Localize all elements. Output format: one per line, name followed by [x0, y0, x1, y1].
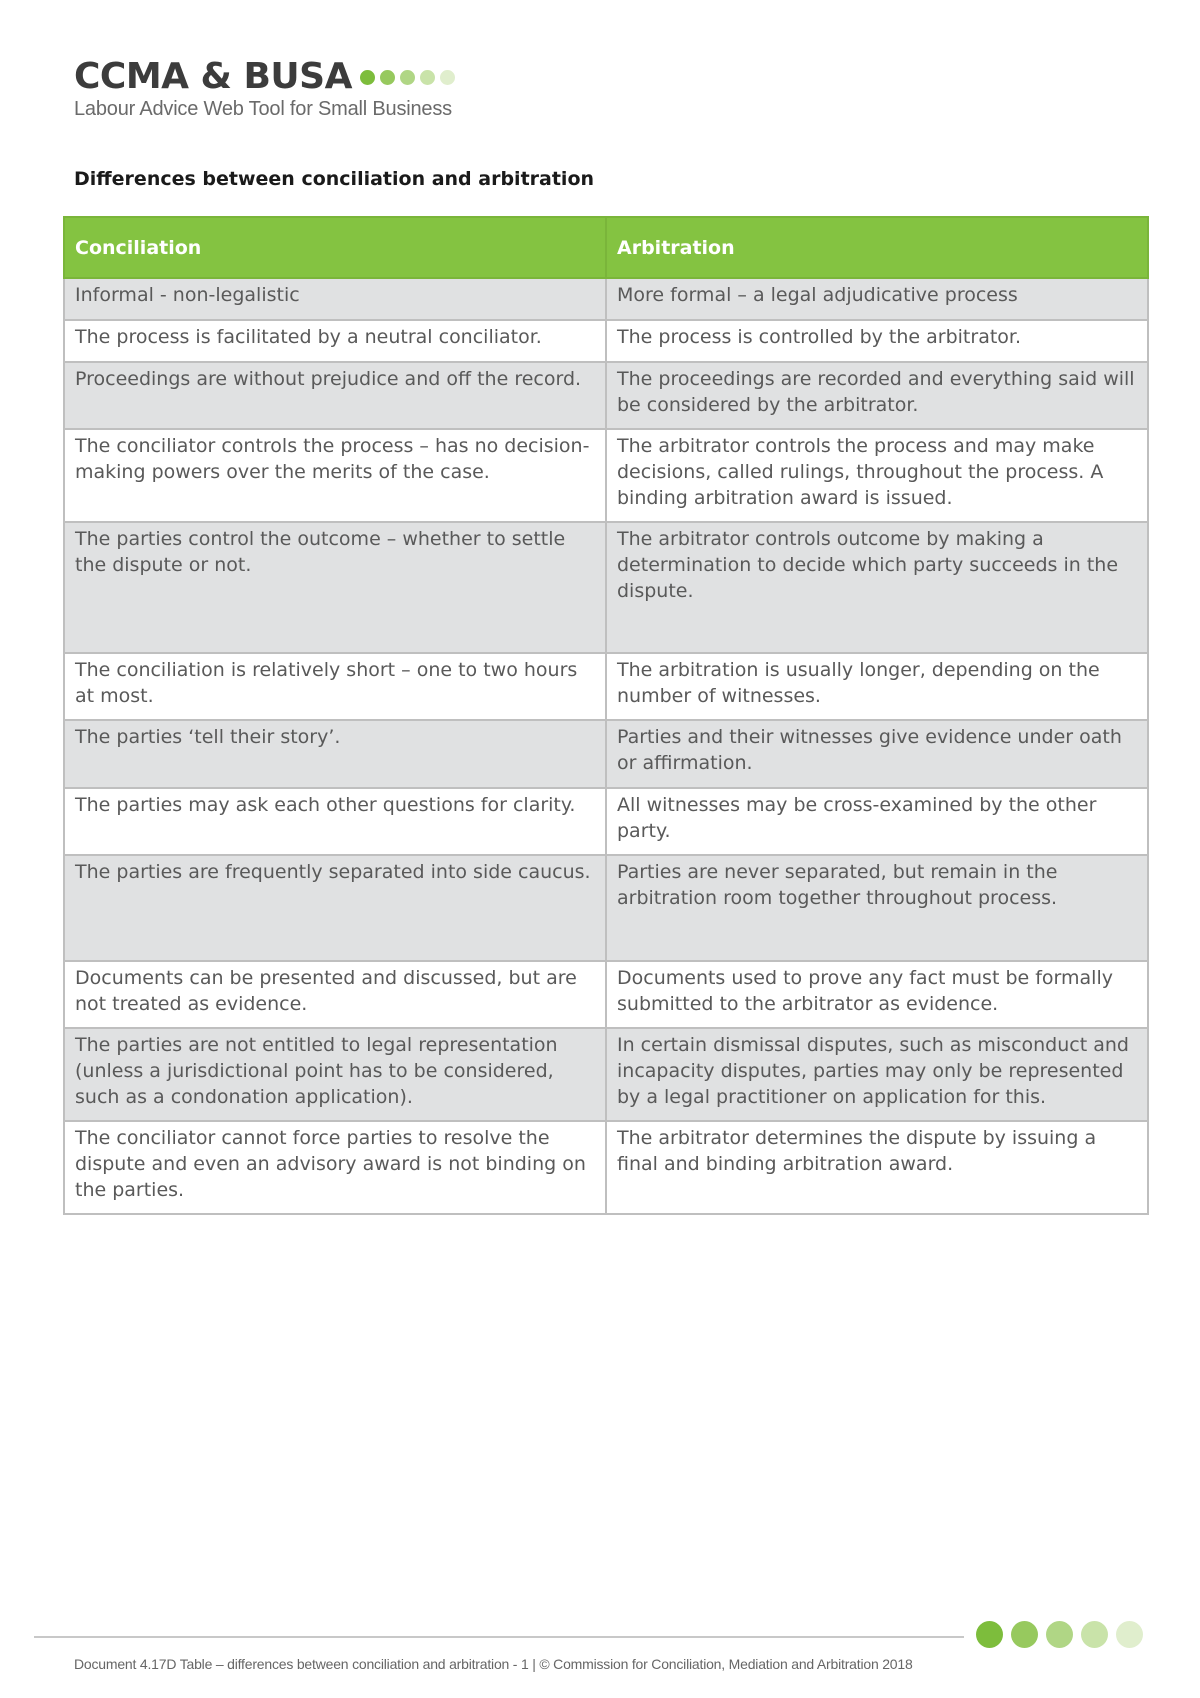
conciliation-cell: Informal - non-legalistic — [64, 278, 606, 320]
arbitration-cell: The process is controlled by the arbitrator. — [606, 320, 1148, 362]
footer-dots-icon — [976, 1621, 1143, 1648]
logo-title: CCMA & BUSA — [74, 56, 352, 97]
conciliation-cell: The parties are frequently separated into side caucus. — [64, 855, 606, 961]
logo-dots-icon — [360, 70, 455, 85]
arbitration-cell: Parties are never separated, but remain in the arbitration room together throughout process. — [606, 855, 1148, 961]
table-header-row — [64, 217, 1148, 278]
arbitration-cell: Parties and their witnesses give evidence under oath or affirmation. — [606, 720, 1148, 788]
footer-text: Document 4.17D Table – differences between conciliation and arbitration - 1 | © Commission for Conciliation, Mediation and Arbitration 2018 — [74, 1656, 913, 1672]
table-row — [64, 961, 1148, 1028]
conciliation-cell: The parties ‘tell their story’. — [64, 720, 606, 788]
conciliation-cell: The process is facilitated by a neutral conciliator. — [64, 320, 606, 362]
conciliation-cell: Proceedings are without prejudice and off the record. — [64, 362, 606, 429]
column-header-conciliation: Conciliation — [64, 217, 606, 278]
conciliation-cell: Documents can be presented and discussed, but are not treated as evidence. — [64, 961, 606, 1028]
footer-dot — [1116, 1621, 1143, 1648]
ccma-busa-logo — [74, 56, 455, 121]
arbitration-cell: More formal – a legal adjudicative process — [606, 278, 1148, 320]
arbitration-cell: The arbitrator determines the dispute by issuing a final and binding arbitration award. — [606, 1121, 1148, 1214]
arbitration-cell: The arbitrator controls outcome by making a determination to decide which party succeeds in the dispute. — [606, 522, 1148, 653]
table-row — [64, 788, 1148, 855]
footer-dot — [1081, 1621, 1108, 1648]
conciliation-cell: The conciliator cannot force parties to resolve the dispute and even an advisory award is not binding on the parties. — [64, 1121, 606, 1214]
document-heading: Differences between conciliation and arbitration — [74, 168, 595, 190]
column-header-arbitration: Arbitration — [606, 217, 1148, 278]
table-row — [64, 720, 1148, 788]
table-row — [64, 320, 1148, 362]
table-row — [64, 1028, 1148, 1121]
arbitration-cell: In certain dismissal disputes, such as misconduct and incapacity disputes, parties may only be represented by a legal practitioner on application for this. — [606, 1028, 1148, 1121]
conciliation-cell: The conciliation is relatively short – one to two hours at most. — [64, 653, 606, 720]
conciliation-cell: The parties control the outcome – whether to settle the dispute or not. — [64, 522, 606, 653]
conciliation-cell: The parties are not entitled to legal representation (unless a jurisdictional point has to be considered, such as a condonation application). — [64, 1028, 606, 1121]
table-row — [64, 653, 1148, 720]
logo-title-row — [74, 56, 455, 98]
table-row — [64, 429, 1148, 522]
arbitration-cell: The proceedings are recorded and everything said will be considered by the arbitrator. — [606, 362, 1148, 429]
table-row — [64, 278, 1148, 320]
logo-dot — [380, 70, 395, 85]
logo-dot — [400, 70, 415, 85]
footer-dot — [976, 1621, 1003, 1648]
footer-dot — [1011, 1621, 1038, 1648]
logo-dot — [420, 70, 435, 85]
table-row — [64, 855, 1148, 961]
conciliation-cell: The conciliator controls the process – has no decision-making powers over the merits of the case. — [64, 429, 606, 522]
conciliation-cell: The parties may ask each other questions for clarity. — [64, 788, 606, 855]
comparison-table — [63, 216, 1149, 1215]
table-row — [64, 1121, 1148, 1214]
arbitration-cell: The arbitrator controls the process and may make decisions, called rulings, throughout the process. A binding arbitration award is issued. — [606, 429, 1148, 522]
logo-subtitle: Labour Advice Web Tool for Small Business — [74, 98, 452, 120]
table-row — [64, 522, 1148, 653]
logo-dot — [360, 70, 375, 85]
arbitration-cell: The arbitration is usually longer, depending on the number of witnesses. — [606, 653, 1148, 720]
footer-divider — [34, 1636, 964, 1638]
table-row — [64, 362, 1148, 429]
arbitration-cell: Documents used to prove any fact must be formally submitted to the arbitrator as evidence. — [606, 961, 1148, 1028]
logo-dot — [440, 70, 455, 85]
arbitration-cell: All witnesses may be cross-examined by the other party. — [606, 788, 1148, 855]
footer-dot — [1046, 1621, 1073, 1648]
